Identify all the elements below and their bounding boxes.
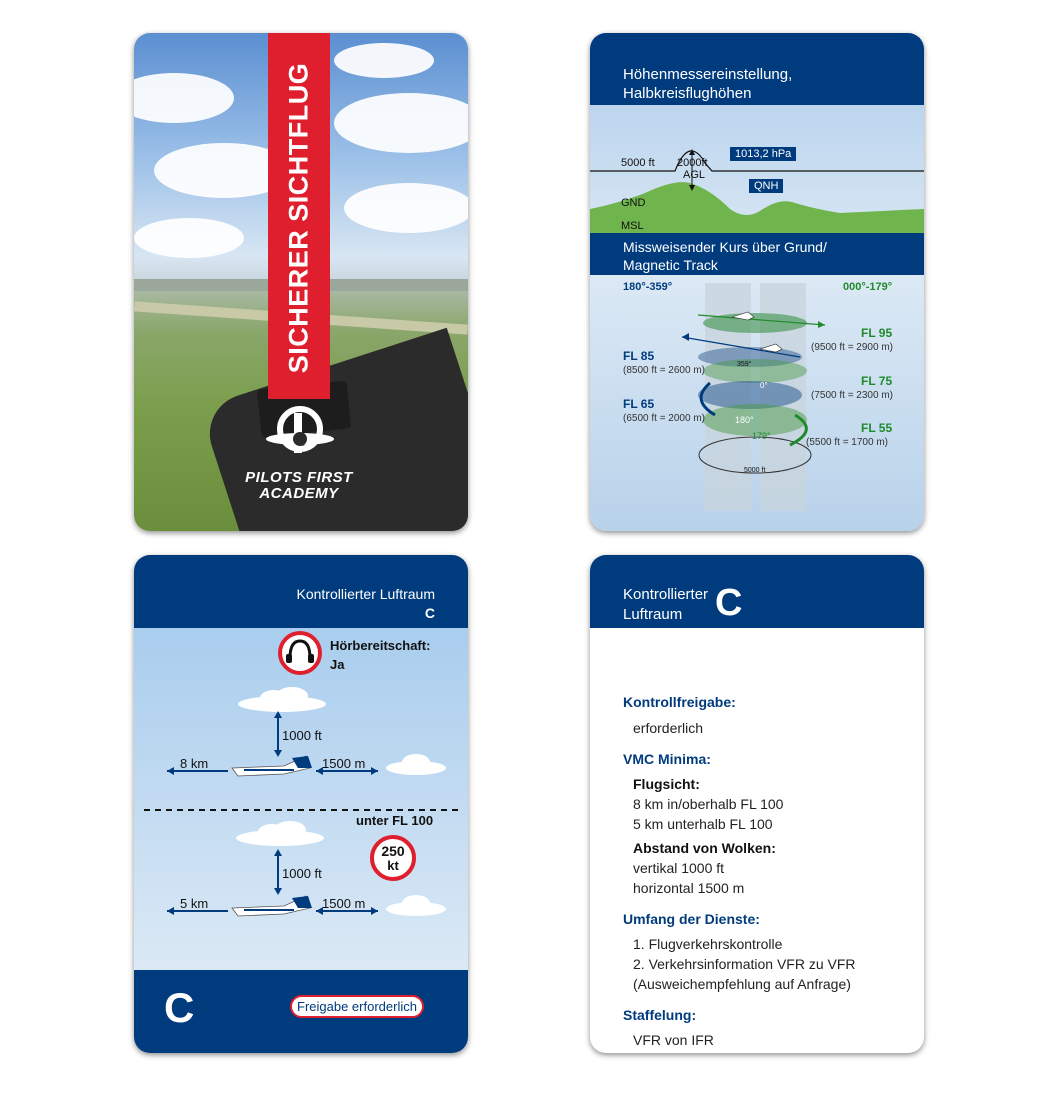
fl55-label: FL 55 [861,421,893,435]
gnd-label: GND [621,197,646,209]
listening-label: Hörbereitschaft: [330,638,431,653]
fl75-detail: (7500 ft = 2300 m) [811,390,893,401]
qnh-box: QNH [749,179,783,193]
range-west: 180°-359° [623,281,673,293]
sec-staffelung-value: VFR von IFR [633,1032,714,1048]
msl-label: MSL [621,220,644,232]
clearance-badge: Freigabe erforderlich [290,995,424,1018]
deg-0-label: 0° [760,381,768,390]
header-line2: C [424,605,435,621]
sec-dienste-title: Umfang der Dienste: [623,911,760,927]
cloud-distance-title: Abstand von Wolken: [633,840,776,856]
track-header [590,233,924,275]
logo-line1: PILOTS FIRST [245,469,353,486]
altimeter-diagram [590,105,924,233]
deg-179-label: 179° [752,431,771,441]
header-line2: Halbkreisflughöhen [623,85,752,102]
card-footer [134,970,468,1053]
fl65-label: FL 65 [623,397,655,411]
footer-letter: C [164,984,195,1031]
alt-2000-label: 2000ft [677,157,708,169]
std-pressure-box: 1013,2 hPa [730,147,796,161]
sec-kontrollfreigabe-value: erforderlich [633,720,704,736]
fl55-detail: (5500 ft = 1700 m) [806,437,888,448]
base-5000-label: 5000 ft [744,467,766,474]
lower-right-label: 1500 m [322,896,366,911]
visibility-line2: 5 km unterhalb FL 100 [633,816,773,832]
card-header [590,555,924,628]
speed-value: 250 [381,843,405,859]
lower-left-label: 5 km [180,896,209,911]
track-line1: Missweisender Kurs über Grund/ [623,239,827,255]
airplane-icon [232,896,312,916]
service-3: (Ausweichempfehlung auf Anfrage) [633,976,851,992]
range-east: 000°-179° [843,281,893,293]
upper-right-label: 1500 m [322,756,366,771]
upper-left-label: 8 km [180,756,209,771]
listening-value: Ja [330,657,345,672]
service-2: 2. Verkehrsinformation VFR zu VFR [633,956,856,972]
fl95-label: FL 95 [861,326,893,340]
cloud-shape [344,183,468,233]
cloud-distance-line2: horizontal 1500 m [633,880,745,896]
airplane-icon [232,756,312,776]
header-letter: C [715,582,743,624]
fl75-label: FL 75 [861,374,893,388]
upper-vertical-label: 1000 ft [282,728,322,743]
sec-staffelung-title: Staffelung: [623,1007,697,1023]
service-1: 1. Flugverkehrskontrolle [633,936,783,952]
semicircular-diagram [590,275,924,531]
cloud-shape [134,218,244,258]
vmc-graphic [134,628,468,970]
fl65-detail: (6500 ft = 2000 m) [623,413,705,424]
header-line1: Kontrollierter Luftraum [296,586,435,602]
card-header [134,555,468,628]
pilots-first-logo-icon [264,403,336,475]
card-title: SICHERER SICHTFLUG [283,62,314,374]
visibility-title: Flugsicht: [633,776,700,792]
lower-vertical-label: 1000 ft [282,866,322,881]
speed-unit: kt [387,858,399,873]
agl-label: AGL [683,169,706,181]
terrain-graphic [590,105,924,233]
vmc-diagram [134,628,468,970]
headset-icon [280,633,320,673]
card-luftraum-c-text [590,555,924,1053]
fl85-detail: (8500 ft = 2600 m) [623,365,705,376]
deg-359-label: 359° [737,361,752,368]
track-line2: Magnetic Track [623,257,718,273]
visibility-line1: 8 km in/oberhalb FL 100 [633,796,784,812]
card-header [590,33,924,105]
header-line1: Kontrollierter [623,586,709,603]
fl95-detail: (9500 ft = 2900 m) [811,342,893,353]
fl85-label: FL 85 [623,349,655,363]
header-line1: Höhenmessereinstellung, [623,66,793,83]
alt-5000-label: 5000 ft [621,157,655,169]
logo-line2: ACADEMY [259,485,339,502]
cloud-shape [334,43,434,78]
deg-180-label: 180° [735,415,754,425]
card-hoehenmesser [590,33,924,531]
sec-kontrollfreigabe-title: Kontrollfreigabe: [623,694,736,710]
cloud-distance-line1: vertikal 1000 ft [633,860,725,876]
header-line2: Luftraum [623,606,683,623]
card-luftraum-c-diagram [134,555,468,1053]
below-fl-label: unter FL 100 [356,813,434,828]
card-sicherer-sichtflug [134,33,468,531]
sec-vmc-title: VMC Minima: [623,751,711,767]
